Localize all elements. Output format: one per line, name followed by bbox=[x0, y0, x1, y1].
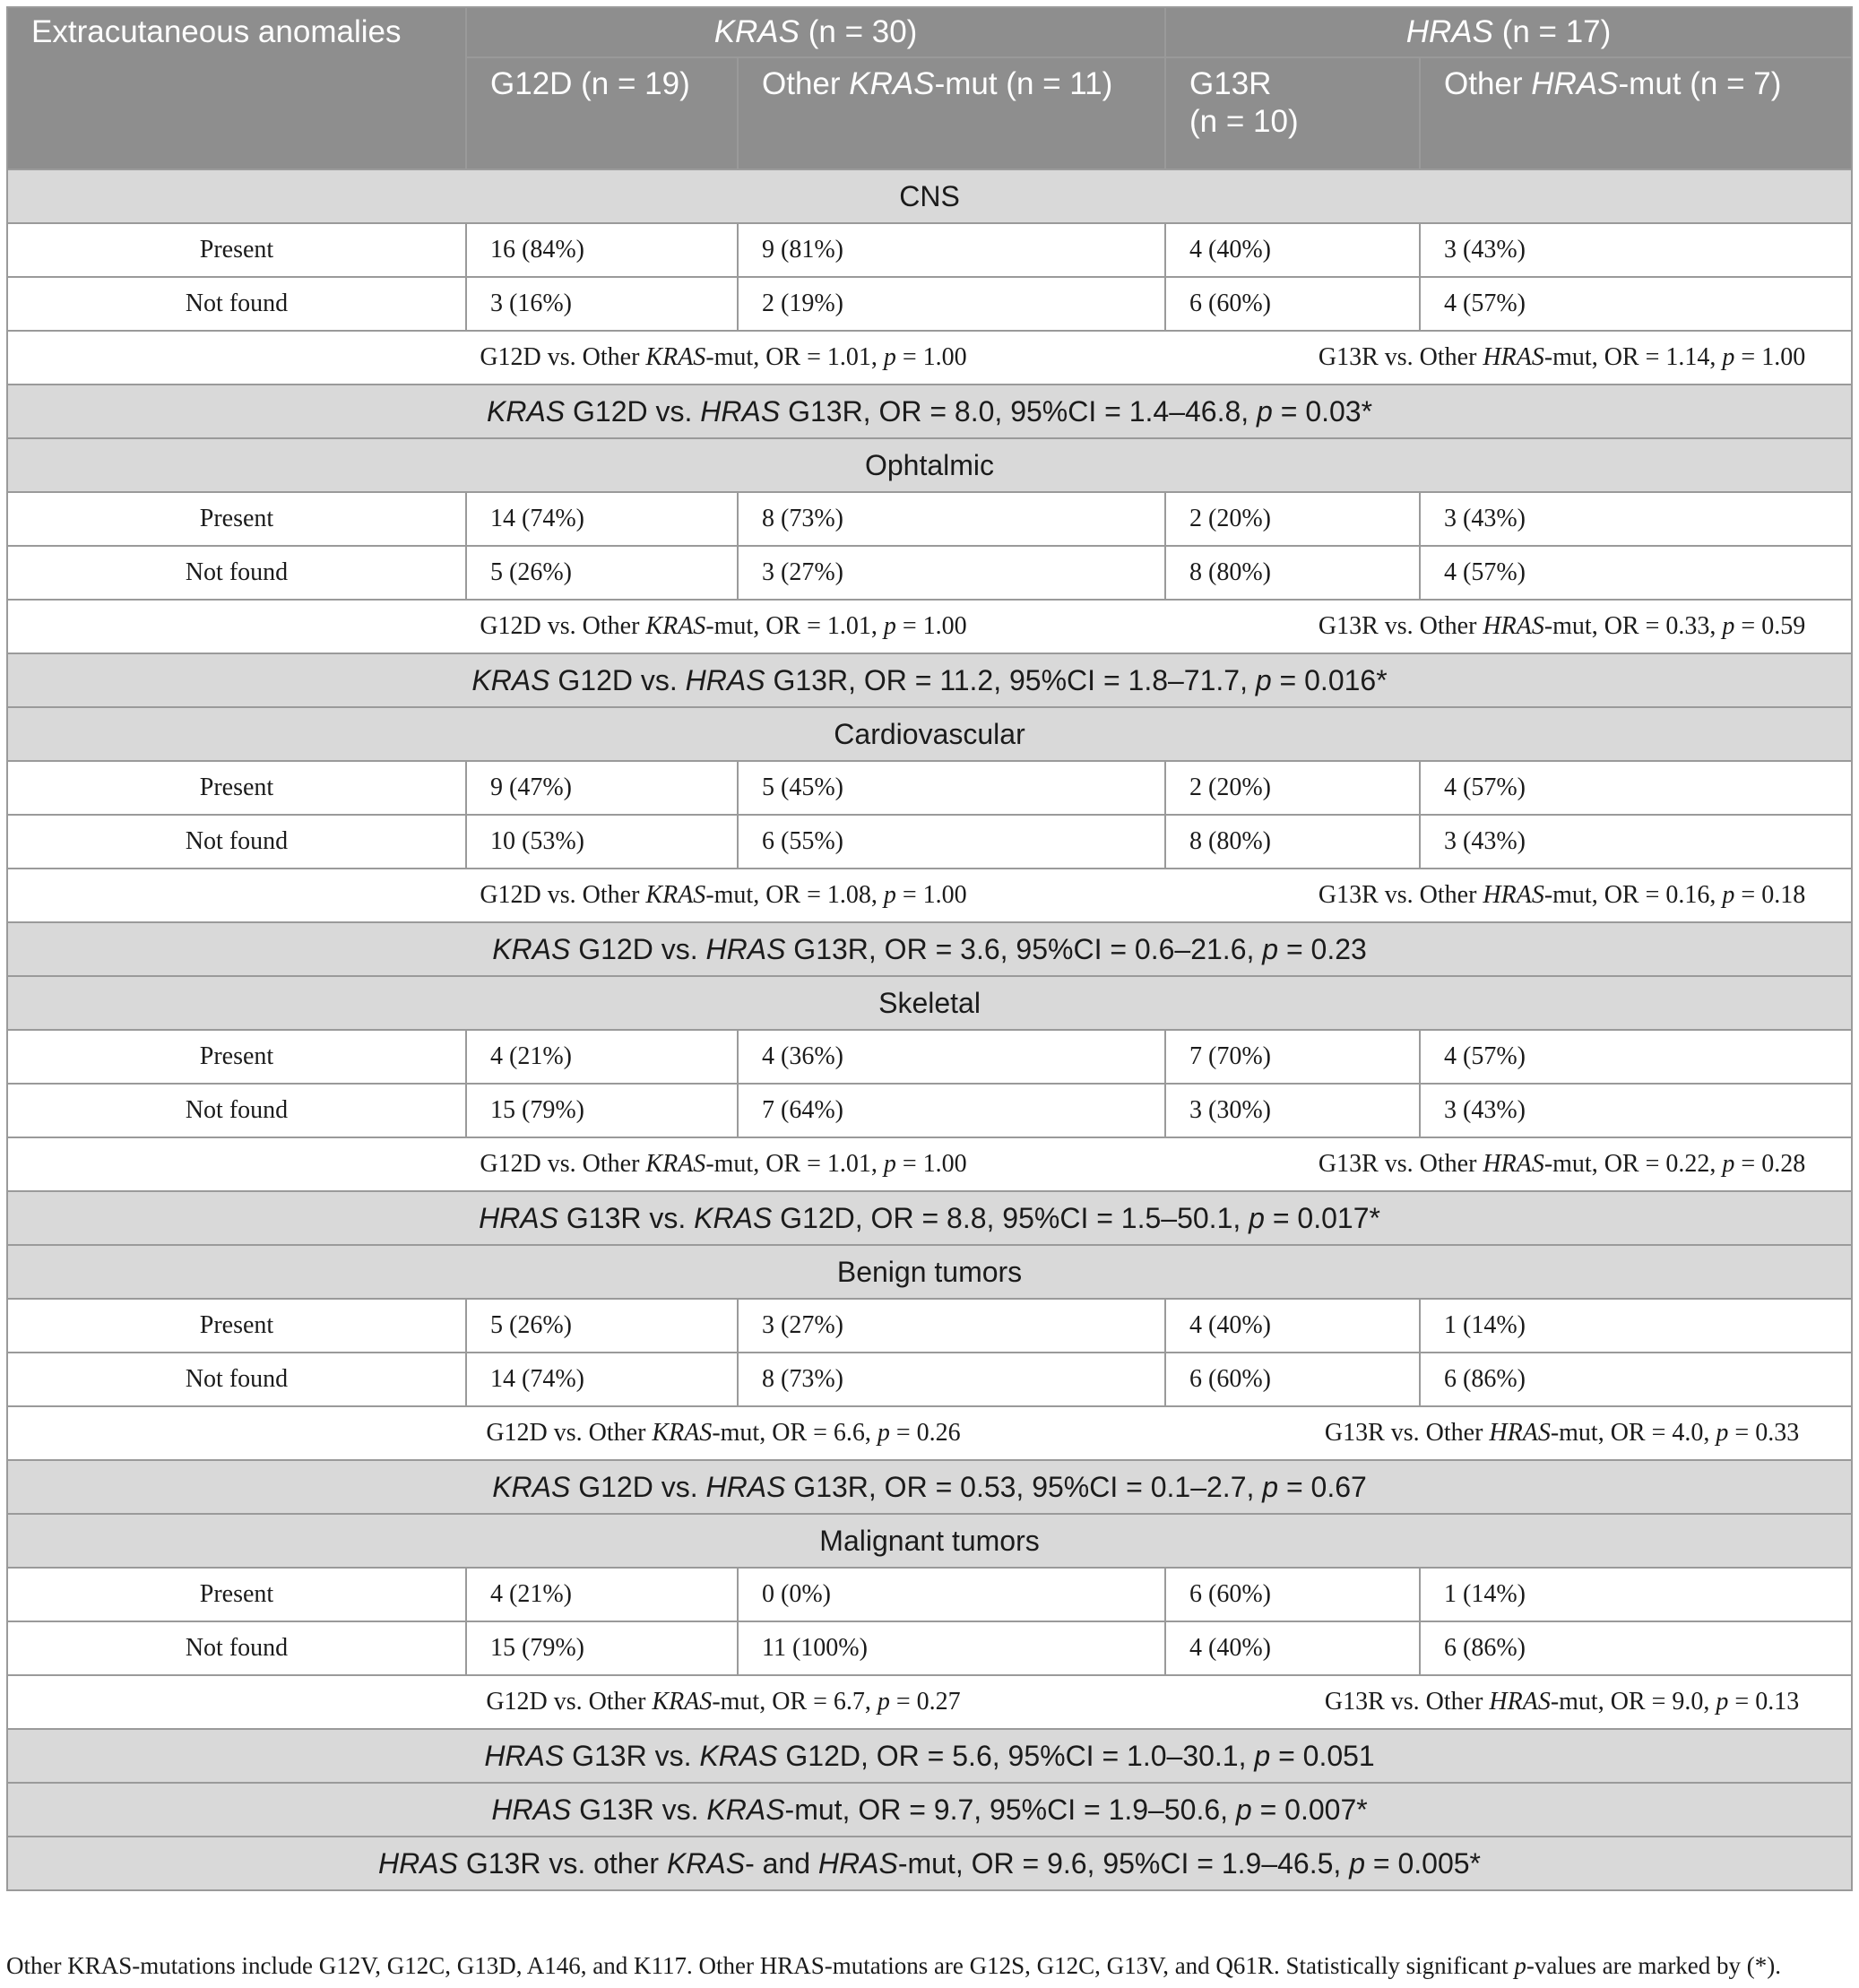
data-cell: 6 (86%) bbox=[1420, 1621, 1852, 1675]
header-g12d: G12D (n = 19) bbox=[466, 57, 738, 169]
row-label: Present bbox=[7, 223, 466, 277]
cross-gene-comparison-row bbox=[7, 1191, 1852, 1245]
data-cell: 15 (79%) bbox=[466, 1084, 738, 1137]
kras-within-comparison: G12D vs. Other KRAS-mut, OR = 6.6, p = 0.26 bbox=[7, 1406, 1165, 1460]
hras-within-comparison: G13R vs. Other HRAS-mut, OR = 1.14, p = 1.00 bbox=[1165, 331, 1852, 385]
data-cell: 9 (81%) bbox=[738, 223, 1165, 277]
category-label: Cardiovascular bbox=[7, 707, 1852, 761]
kras-within-comparison: G12D vs. Other KRAS-mut, OR = 1.08, p = 1.00 bbox=[7, 869, 1165, 922]
category-label: Ophtalmic bbox=[7, 438, 1852, 492]
data-row bbox=[7, 1621, 1852, 1675]
cross-gene-comparison: KRAS G12D vs. HRAS G13R, OR = 3.6, 95%CI = 0.6–21.6, p = 0.23 bbox=[7, 922, 1852, 976]
data-cell: 1 (14%) bbox=[1420, 1299, 1852, 1353]
row-label: Present bbox=[7, 1030, 466, 1084]
data-cell: 6 (55%) bbox=[738, 815, 1165, 869]
table-body bbox=[7, 169, 1852, 1890]
category-row bbox=[7, 707, 1852, 761]
category-label: Malignant tumors bbox=[7, 1514, 1852, 1568]
data-cell: 16 (84%) bbox=[466, 223, 738, 277]
kras-within-comparison: G12D vs. Other KRAS-mut, OR = 6.7, p = 0.27 bbox=[7, 1675, 1165, 1729]
data-cell: 3 (43%) bbox=[1420, 1084, 1852, 1137]
data-cell: 6 (86%) bbox=[1420, 1353, 1852, 1406]
data-row bbox=[7, 815, 1852, 869]
data-cell: 3 (27%) bbox=[738, 546, 1165, 600]
cross-gene-comparison: KRAS G12D vs. HRAS G13R, OR = 8.0, 95%CI = 1.4–46.8, p = 0.03* bbox=[7, 385, 1852, 438]
cross-gene-comparison-row bbox=[7, 1729, 1852, 1783]
data-cell: 10 (53%) bbox=[466, 815, 738, 869]
data-cell: 5 (26%) bbox=[466, 1299, 738, 1353]
row-label: Present bbox=[7, 761, 466, 815]
data-cell: 4 (40%) bbox=[1165, 223, 1420, 277]
category-label: CNS bbox=[7, 169, 1852, 223]
hras-within-comparison: G13R vs. Other HRAS-mut, OR = 0.22, p = 0.28 bbox=[1165, 1137, 1852, 1191]
category-row bbox=[7, 976, 1852, 1030]
cross-gene-comparison-row bbox=[7, 385, 1852, 438]
data-cell: 8 (73%) bbox=[738, 1353, 1165, 1406]
row-label: Present bbox=[7, 492, 466, 546]
header-anomalies: Extracutaneous anomalies bbox=[7, 7, 466, 169]
cross-gene-comparison: HRAS G13R vs. other KRAS- and HRAS-mut, OR = 9.6, 95%CI = 1.9–46.5, p = 0.005* bbox=[7, 1837, 1852, 1890]
cross-gene-comparison-row bbox=[7, 1460, 1852, 1514]
data-cell: 8 (80%) bbox=[1165, 546, 1420, 600]
data-cell: 14 (74%) bbox=[466, 492, 738, 546]
within-gene-comparison-row bbox=[7, 600, 1852, 653]
data-cell: 3 (43%) bbox=[1420, 815, 1852, 869]
data-cell: 4 (57%) bbox=[1420, 761, 1852, 815]
category-row bbox=[7, 169, 1852, 223]
data-cell: 4 (21%) bbox=[466, 1030, 738, 1084]
data-cell: 5 (45%) bbox=[738, 761, 1165, 815]
data-cell: 11 (100%) bbox=[738, 1621, 1165, 1675]
cross-gene-comparison-row bbox=[7, 653, 1852, 707]
data-row bbox=[7, 1084, 1852, 1137]
data-row bbox=[7, 761, 1852, 815]
cross-gene-comparison: HRAS G13R vs. KRAS G12D, OR = 8.8, 95%CI = 1.5–50.1, p = 0.017* bbox=[7, 1191, 1852, 1245]
hras-within-comparison: G13R vs. Other HRAS-mut, OR = 0.16, p = 0.18 bbox=[1165, 869, 1852, 922]
data-cell: 15 (79%) bbox=[466, 1621, 738, 1675]
data-cell: 0 (0%) bbox=[738, 1568, 1165, 1621]
data-cell: 4 (36%) bbox=[738, 1030, 1165, 1084]
cross-gene-comparison: HRAS G13R vs. KRAS-mut, OR = 9.7, 95%CI = 1.9–50.6, p = 0.007* bbox=[7, 1783, 1852, 1837]
within-gene-comparison-row bbox=[7, 1675, 1852, 1729]
row-label: Present bbox=[7, 1299, 466, 1353]
cross-gene-comparison-row bbox=[7, 1837, 1852, 1890]
row-label: Not found bbox=[7, 1084, 466, 1137]
category-row bbox=[7, 438, 1852, 492]
data-cell: 4 (21%) bbox=[466, 1568, 738, 1621]
cross-gene-comparison: KRAS G12D vs. HRAS G13R, OR = 0.53, 95%CI = 0.1–2.7, p = 0.67 bbox=[7, 1460, 1852, 1514]
data-row bbox=[7, 1353, 1852, 1406]
data-cell: 4 (57%) bbox=[1420, 277, 1852, 331]
within-gene-comparison-row bbox=[7, 331, 1852, 385]
hras-within-comparison: G13R vs. Other HRAS-mut, OR = 4.0, p = 0.33 bbox=[1165, 1406, 1852, 1460]
data-cell: 5 (26%) bbox=[466, 546, 738, 600]
data-cell: 4 (57%) bbox=[1420, 546, 1852, 600]
category-row bbox=[7, 1245, 1852, 1299]
data-cell: 6 (60%) bbox=[1165, 1568, 1420, 1621]
cross-gene-comparison-row bbox=[7, 1783, 1852, 1837]
row-label: Not found bbox=[7, 546, 466, 600]
category-label: Skeletal bbox=[7, 976, 1852, 1030]
data-cell: 7 (64%) bbox=[738, 1084, 1165, 1137]
header-other-hras: Other HRAS-mut (n = 7) bbox=[1420, 57, 1852, 169]
data-row bbox=[7, 277, 1852, 331]
header-row-1 bbox=[7, 7, 1852, 57]
row-label: Not found bbox=[7, 277, 466, 331]
data-cell: 8 (80%) bbox=[1165, 815, 1420, 869]
extracutaneous-anomalies-table bbox=[6, 6, 1853, 1891]
row-label: Not found bbox=[7, 1621, 466, 1675]
kras-within-comparison: G12D vs. Other KRAS-mut, OR = 1.01, p = 1.00 bbox=[7, 600, 1165, 653]
header-hras-group: HRAS (n = 17) bbox=[1165, 7, 1852, 57]
category-row bbox=[7, 1514, 1852, 1568]
data-cell: 3 (43%) bbox=[1420, 223, 1852, 277]
header-kras-group: KRAS (n = 30) bbox=[466, 7, 1165, 57]
hras-within-comparison: G13R vs. Other HRAS-mut, OR = 0.33, p = 0.59 bbox=[1165, 600, 1852, 653]
data-cell: 2 (19%) bbox=[738, 277, 1165, 331]
table-footnote: Other KRAS-mutations include G12V, G12C, G13D, A146, and K117. Other HRAS-mutations are G12S, G12C, G13V, and Q61R. Statistically significant p-values are marked by (*). bbox=[6, 1952, 1782, 1979]
data-cell: 4 (57%) bbox=[1420, 1030, 1852, 1084]
data-cell: 4 (40%) bbox=[1165, 1299, 1420, 1353]
within-gene-comparison-row bbox=[7, 869, 1852, 922]
data-cell: 6 (60%) bbox=[1165, 1353, 1420, 1406]
data-cell: 8 (73%) bbox=[738, 492, 1165, 546]
kras-within-comparison: G12D vs. Other KRAS-mut, OR = 1.01, p = 1.00 bbox=[7, 1137, 1165, 1191]
data-row bbox=[7, 546, 1852, 600]
data-row bbox=[7, 1568, 1852, 1621]
data-cell: 3 (27%) bbox=[738, 1299, 1165, 1353]
data-cell: 3 (16%) bbox=[466, 277, 738, 331]
header-g13r: G13R (n = 10) bbox=[1165, 57, 1420, 169]
data-cell: 1 (14%) bbox=[1420, 1568, 1852, 1621]
data-cell: 9 (47%) bbox=[466, 761, 738, 815]
within-gene-comparison-row bbox=[7, 1406, 1852, 1460]
data-cell: 4 (40%) bbox=[1165, 1621, 1420, 1675]
within-gene-comparison-row bbox=[7, 1137, 1852, 1191]
row-label: Not found bbox=[7, 1353, 466, 1406]
category-label: Benign tumors bbox=[7, 1245, 1852, 1299]
data-cell: 7 (70%) bbox=[1165, 1030, 1420, 1084]
row-label: Present bbox=[7, 1568, 466, 1621]
header-other-kras: Other KRAS-mut (n = 11) bbox=[738, 57, 1165, 169]
data-cell: 2 (20%) bbox=[1165, 761, 1420, 815]
cross-gene-comparison: KRAS G12D vs. HRAS G13R, OR = 11.2, 95%CI = 1.8–71.7, p = 0.016* bbox=[7, 653, 1852, 707]
data-cell: 3 (43%) bbox=[1420, 492, 1852, 546]
data-cell: 6 (60%) bbox=[1165, 277, 1420, 331]
cross-gene-comparison-row bbox=[7, 922, 1852, 976]
row-label: Not found bbox=[7, 815, 466, 869]
data-row bbox=[7, 223, 1852, 277]
hras-within-comparison: G13R vs. Other HRAS-mut, OR = 9.0, p = 0.13 bbox=[1165, 1675, 1852, 1729]
cross-gene-comparison: HRAS G13R vs. KRAS G12D, OR = 5.6, 95%CI = 1.0–30.1, p = 0.051 bbox=[7, 1729, 1852, 1783]
data-cell: 3 (30%) bbox=[1165, 1084, 1420, 1137]
data-cell: 2 (20%) bbox=[1165, 492, 1420, 546]
data-row bbox=[7, 492, 1852, 546]
data-row bbox=[7, 1030, 1852, 1084]
kras-within-comparison: G12D vs. Other KRAS-mut, OR = 1.01, p = 1.00 bbox=[7, 331, 1165, 385]
data-cell: 14 (74%) bbox=[466, 1353, 738, 1406]
table-container bbox=[6, 6, 1851, 1891]
data-row bbox=[7, 1299, 1852, 1353]
